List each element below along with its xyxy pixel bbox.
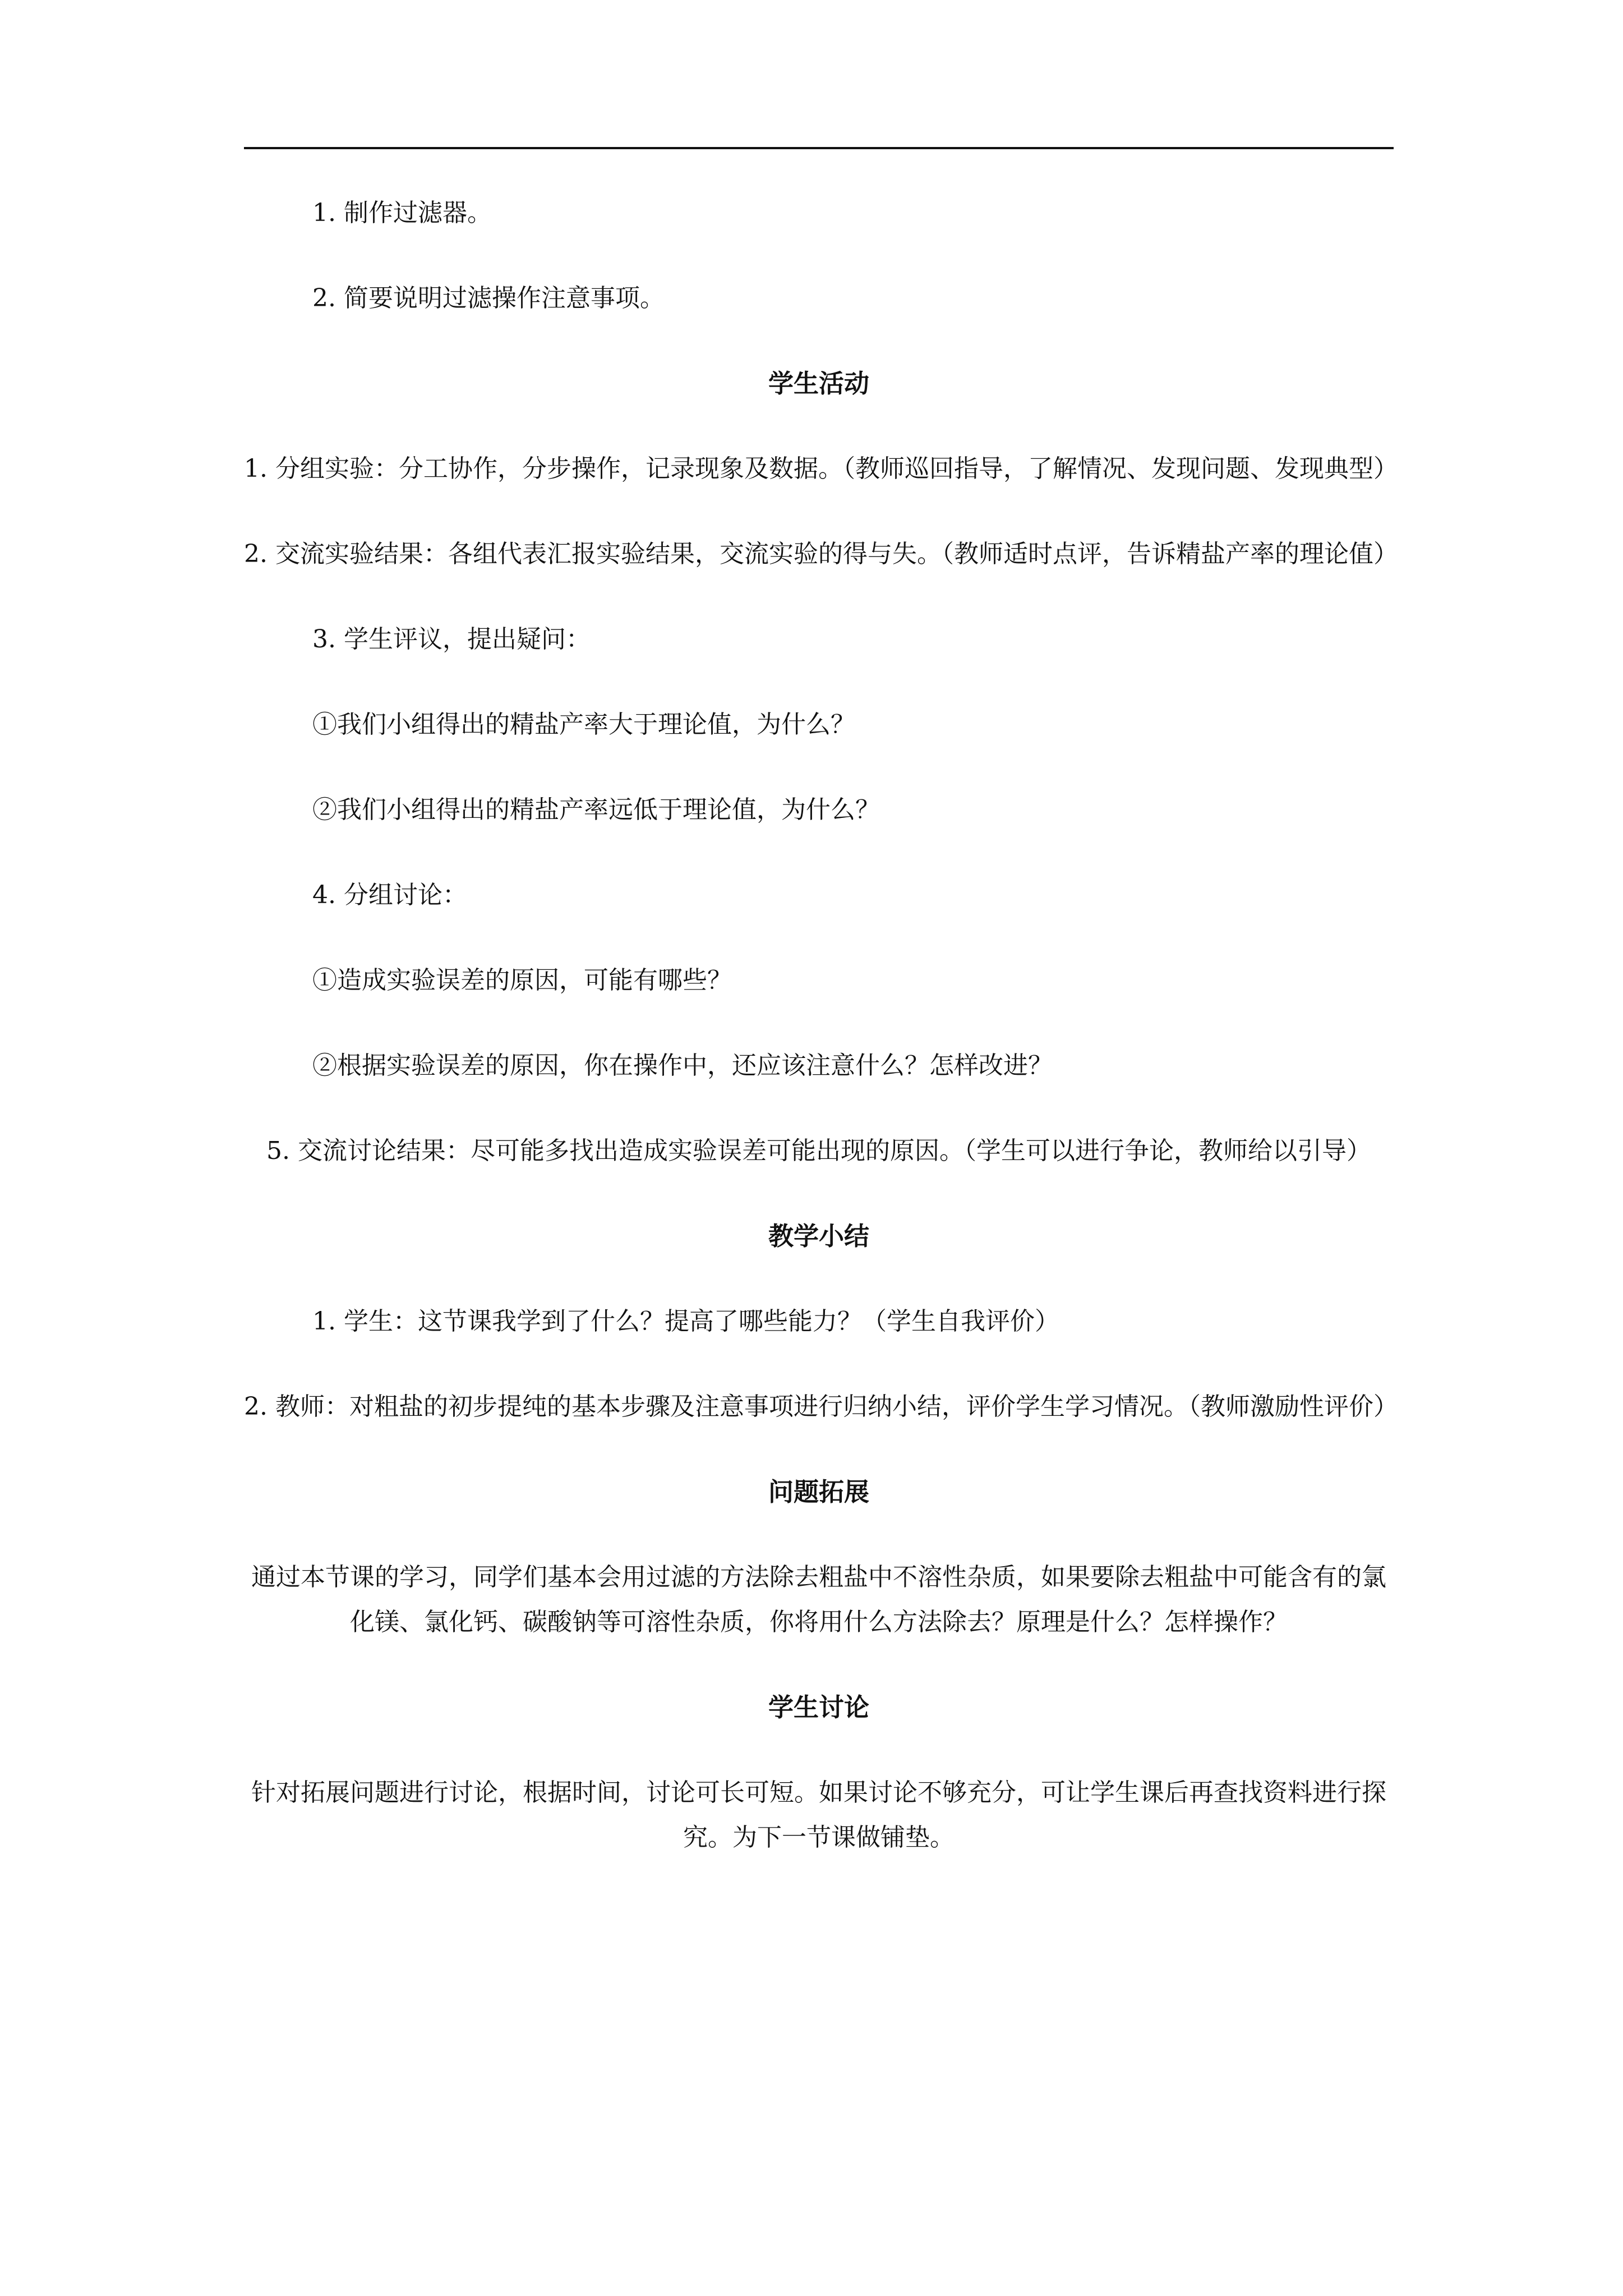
activity-item-4: 4. 分组讨论： bbox=[312, 881, 467, 909]
heading-student-activity: 学生活动 bbox=[768, 369, 869, 398]
discussion-question-2: ②根据实验误差的原因，你在操作中，还应该注意什么？怎样改进？ bbox=[312, 1051, 1053, 1080]
header-rule bbox=[244, 147, 1394, 149]
summary-item-2: 2. 教师：对粗盐的初步提纯的基本步骤及注意事项进行归纳小结，评价学生学习情况。（教师激励性评价） bbox=[244, 1392, 1398, 1421]
activity-question-2: ②我们小组得出的精盐产率远低于理论值，为什么？ bbox=[312, 795, 880, 824]
activity-item-1: 1. 分组实验：分工协作，分步操作，记录现象及数据。（教师巡回指导，了解情况、发现问题、发现典型） bbox=[244, 454, 1398, 483]
activity-item-3: 3. 学生评议，提出疑问： bbox=[312, 625, 591, 654]
discussion-question-1: ①造成实验误差的原因，可能有哪些？ bbox=[312, 966, 732, 995]
activity-item-5: 5. 交流讨论结果：尽可能多找出造成实验误差可能出现的原因。（学生可以进行争论，教师给以引导） bbox=[266, 1137, 1371, 1165]
item-make-filter: 1. 制作过滤器。 bbox=[312, 199, 492, 227]
student-discussion-paragraph: 针对拓展问题进行讨论，根据时间，讨论可长可短。如果讨论不够充分，可让学生课后再查找资料进行探究。为下一节课做铺垫。 bbox=[251, 1778, 1386, 1852]
problem-extension-paragraph: 通过本节课的学习，同学们基本会用过滤的方法除去粗盐中不溶性杂质，如果要除去粗盐中可能含有的氯化镁、氯化钙、碳酸钠等可溶性杂质，你将用什么方法除去？原理是什么？怎样操作？ bbox=[251, 1563, 1386, 1636]
document-content bbox=[244, 191, 1398, 1901]
activity-item-2: 2. 交流实验结果：各组代表汇报实验结果，交流实验的得与失。（教师适时点评，告诉精盐产率的理论值） bbox=[244, 540, 1398, 568]
activity-question-1: ①我们小组得出的精盐产率大于理论值，为什么？ bbox=[312, 710, 855, 739]
heading-student-discussion: 学生讨论 bbox=[768, 1692, 869, 1722]
heading-teaching-summary: 教学小结 bbox=[768, 1221, 869, 1251]
heading-problem-extension: 问题拓展 bbox=[768, 1477, 869, 1507]
summary-item-1: 1. 学生：这节课我学到了什么？提高了哪些能力？（学生自我评价） bbox=[312, 1307, 1059, 1336]
item-filter-notes: 2. 简要说明过滤操作注意事项。 bbox=[312, 284, 665, 312]
